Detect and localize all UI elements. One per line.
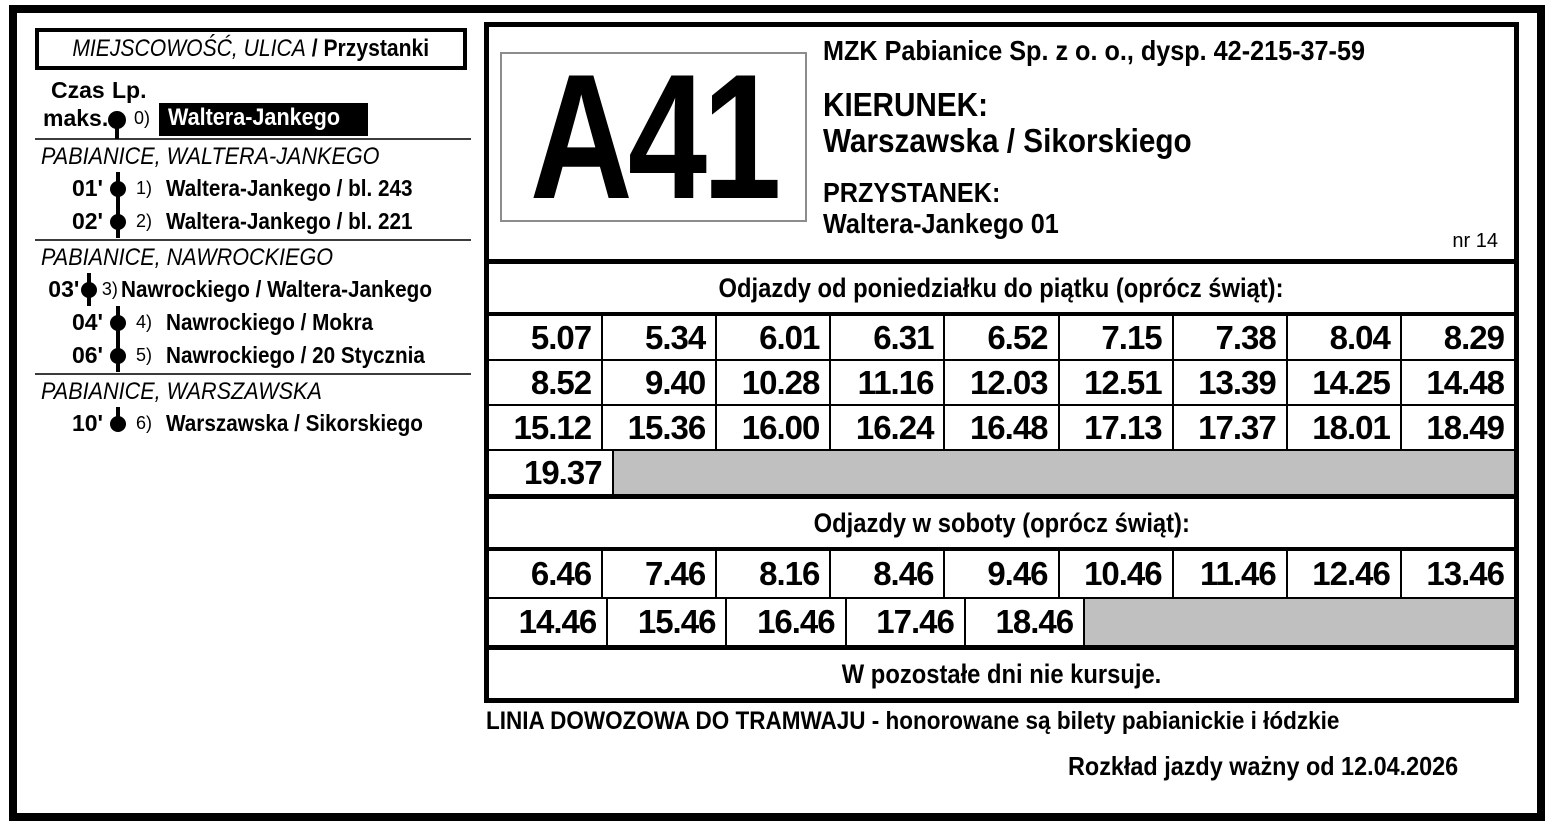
stop-value: Waltera-Jankego 01 xyxy=(823,208,1059,239)
section-divider xyxy=(35,138,471,140)
origin-stop-name-highlighted: Waltera-Jankego xyxy=(159,103,368,136)
section-title: PABIANICE, WALTERA-JANKEGO xyxy=(41,143,380,170)
time-cell: 11.46 xyxy=(1174,551,1288,597)
time-cell: 8.46 xyxy=(831,551,945,597)
time-cell: 16.00 xyxy=(717,406,831,449)
header-text-block xyxy=(823,35,1500,239)
maks-label: maks. xyxy=(43,105,109,131)
stops-panel-header xyxy=(35,28,467,70)
time-cell: 9.40 xyxy=(603,361,717,404)
timetable-header xyxy=(489,27,1514,259)
time-cell: 6.31 xyxy=(831,316,945,359)
stop-time: 03' xyxy=(48,276,80,302)
time-cell: 11.16 xyxy=(831,361,945,404)
stop-index: 3) xyxy=(101,279,118,299)
sheet-number: nr 14 xyxy=(1452,230,1498,252)
time-cell: 14.46 xyxy=(489,599,608,645)
time-cell: 12.46 xyxy=(1288,551,1402,597)
stop-time: 01' xyxy=(71,175,103,201)
time-cell: 17.13 xyxy=(1060,406,1174,449)
stop-name: Nawrockiego / 20 Stycznia xyxy=(166,342,425,368)
line-number-badge xyxy=(500,36,807,236)
stop-label: PRZYSTANEK: xyxy=(823,177,1001,208)
time-cell: 5.07 xyxy=(489,316,603,359)
stop-row xyxy=(35,273,467,306)
saturday-times-table xyxy=(489,551,1514,645)
line-number: A41 xyxy=(530,36,777,236)
section-title: PABIANICE, WARSZAWSKA xyxy=(41,378,322,405)
time-cell: 13.39 xyxy=(1174,361,1288,404)
route-dot-column xyxy=(103,407,133,440)
stop-index: 1) xyxy=(136,178,153,198)
stop-name: Waltera-Jankego / bl. 243 xyxy=(166,175,413,201)
route-sections xyxy=(35,138,467,440)
time-cell: 12.51 xyxy=(1060,361,1174,404)
time-cell: 16.24 xyxy=(831,406,945,449)
empty-cells xyxy=(1085,599,1514,645)
origin-stop-index: 0) xyxy=(134,108,151,128)
route-dot-column xyxy=(79,273,99,306)
section-divider xyxy=(35,239,471,241)
section-title: PABIANICE, NAWROCKIEGO xyxy=(41,244,334,271)
saturday-band-title: Odjazdy w soboty (oprócz świąt): xyxy=(489,494,1514,551)
stop-time: 06' xyxy=(71,342,103,368)
time-cell: 10.46 xyxy=(1060,551,1174,597)
stop-name: Nawrockiego / Waltera-Jankego xyxy=(121,276,433,302)
stop-row xyxy=(35,407,467,440)
time-cell: 14.25 xyxy=(1288,361,1402,404)
time-cell: 19.37 xyxy=(489,451,614,494)
time-cell: 14.48 xyxy=(1426,364,1504,401)
stop-row xyxy=(35,205,467,238)
stop-row xyxy=(35,172,467,205)
timetable-row xyxy=(489,449,1514,494)
empty-cells xyxy=(614,451,1514,494)
timetable-row xyxy=(489,551,1514,597)
time-cell: 13.46 xyxy=(1426,555,1504,592)
no-service-note: W pozostałe dni nie kursuje. xyxy=(489,645,1514,698)
direction-label: KIERUNEK: xyxy=(823,86,989,123)
stop-time: 04' xyxy=(71,309,103,335)
time-cell: 16.48 xyxy=(945,406,1059,449)
time-cell: 7.15 xyxy=(1060,316,1174,359)
operator-info: MZK Pabianice Sp. z o. o., dysp. 42-215-37-59 xyxy=(823,35,1365,66)
route-stop-dot-icon xyxy=(110,214,126,230)
line-info-rest: - honorowane są bilety pabianickie i łódzkie xyxy=(865,707,1340,735)
stop-name: Warszawska / Sikorskiego xyxy=(166,410,423,436)
stop-row xyxy=(35,306,467,339)
time-cell: 7.46 xyxy=(603,551,717,597)
weekday-times-table xyxy=(489,316,1514,494)
header-separator: / xyxy=(306,35,324,62)
stop-index: 6) xyxy=(136,413,153,433)
time-cell: 8.04 xyxy=(1288,316,1402,359)
time-cell: 6.46 xyxy=(489,551,603,597)
stop-time: 10' xyxy=(71,410,103,436)
route-line-segment xyxy=(115,120,119,139)
time-cell: 18.46 xyxy=(966,599,1085,645)
time-cell: 7.38 xyxy=(1174,316,1288,359)
header-stops-label: Przystanki xyxy=(323,35,430,62)
route-dot-column xyxy=(103,339,133,372)
header-locality-label: MIEJSCOWOŚĆ, ULICA xyxy=(72,35,307,62)
timetable-row xyxy=(489,404,1514,449)
time-cell: 8.29 xyxy=(1443,319,1504,356)
timetable-row xyxy=(489,316,1514,359)
time-cell: 10.28 xyxy=(717,361,831,404)
weekday-band-title: Odjazdy od poniedziałku do piątku (oprócz świąt): xyxy=(489,259,1514,316)
route-dot-column xyxy=(103,306,133,339)
stop-time: 02' xyxy=(71,208,103,234)
stop-index: 2) xyxy=(136,211,153,231)
route-stop-dot-icon xyxy=(110,315,126,331)
time-cell: 15.12 xyxy=(489,406,603,449)
route-stop-dot-icon xyxy=(110,181,126,197)
time-cell: 17.37 xyxy=(1174,406,1288,449)
time-cell: 12.03 xyxy=(945,361,1059,404)
time-cell: 6.52 xyxy=(945,316,1059,359)
time-cell: 15.36 xyxy=(603,406,717,449)
timetable-row xyxy=(489,597,1514,645)
line-info-bold: LINIA DOWOZOWA DO TRAMWAJU xyxy=(486,707,866,735)
timetable-box xyxy=(484,22,1519,703)
time-cell: 16.46 xyxy=(727,599,846,645)
timetable-row xyxy=(489,359,1514,404)
stop-index: 5) xyxy=(136,345,153,365)
direction-value: Warszawska / Sikorskiego xyxy=(823,122,1192,159)
stop-name: Nawrockiego / Mokra xyxy=(166,309,374,335)
time-cell: 5.34 xyxy=(603,316,717,359)
time-cell: 18.01 xyxy=(1288,406,1402,449)
validity-date: Rozkład jazdy ważny od 12.04.2026 xyxy=(1068,751,1459,781)
time-cell: 9.46 xyxy=(945,551,1059,597)
section-divider xyxy=(35,373,471,375)
line-info-footer xyxy=(486,707,1434,736)
stop-row xyxy=(35,339,467,372)
stop-index: 4) xyxy=(136,312,153,332)
time-column-label: Czas xyxy=(51,77,105,103)
route-stop-dot-icon xyxy=(110,416,126,432)
route-stop-dot-icon xyxy=(81,282,97,298)
time-cell: 8.52 xyxy=(489,361,603,404)
time-cell: 18.49 xyxy=(1426,409,1504,446)
route-dot-column xyxy=(103,205,133,238)
origin-stop-row xyxy=(35,103,467,137)
stops-panel xyxy=(35,28,467,440)
time-cell: 8.16 xyxy=(717,551,831,597)
time-cell: 17.46 xyxy=(847,599,966,645)
legend-row xyxy=(35,77,467,103)
time-cell: 6.01 xyxy=(717,316,831,359)
stop-name: Waltera-Jankego / bl. 221 xyxy=(166,208,413,234)
route-dot-column xyxy=(103,172,133,205)
time-cell: 15.46 xyxy=(608,599,727,645)
route-stop-dot-icon xyxy=(110,348,126,364)
lp-column-label: Lp. xyxy=(112,77,147,103)
